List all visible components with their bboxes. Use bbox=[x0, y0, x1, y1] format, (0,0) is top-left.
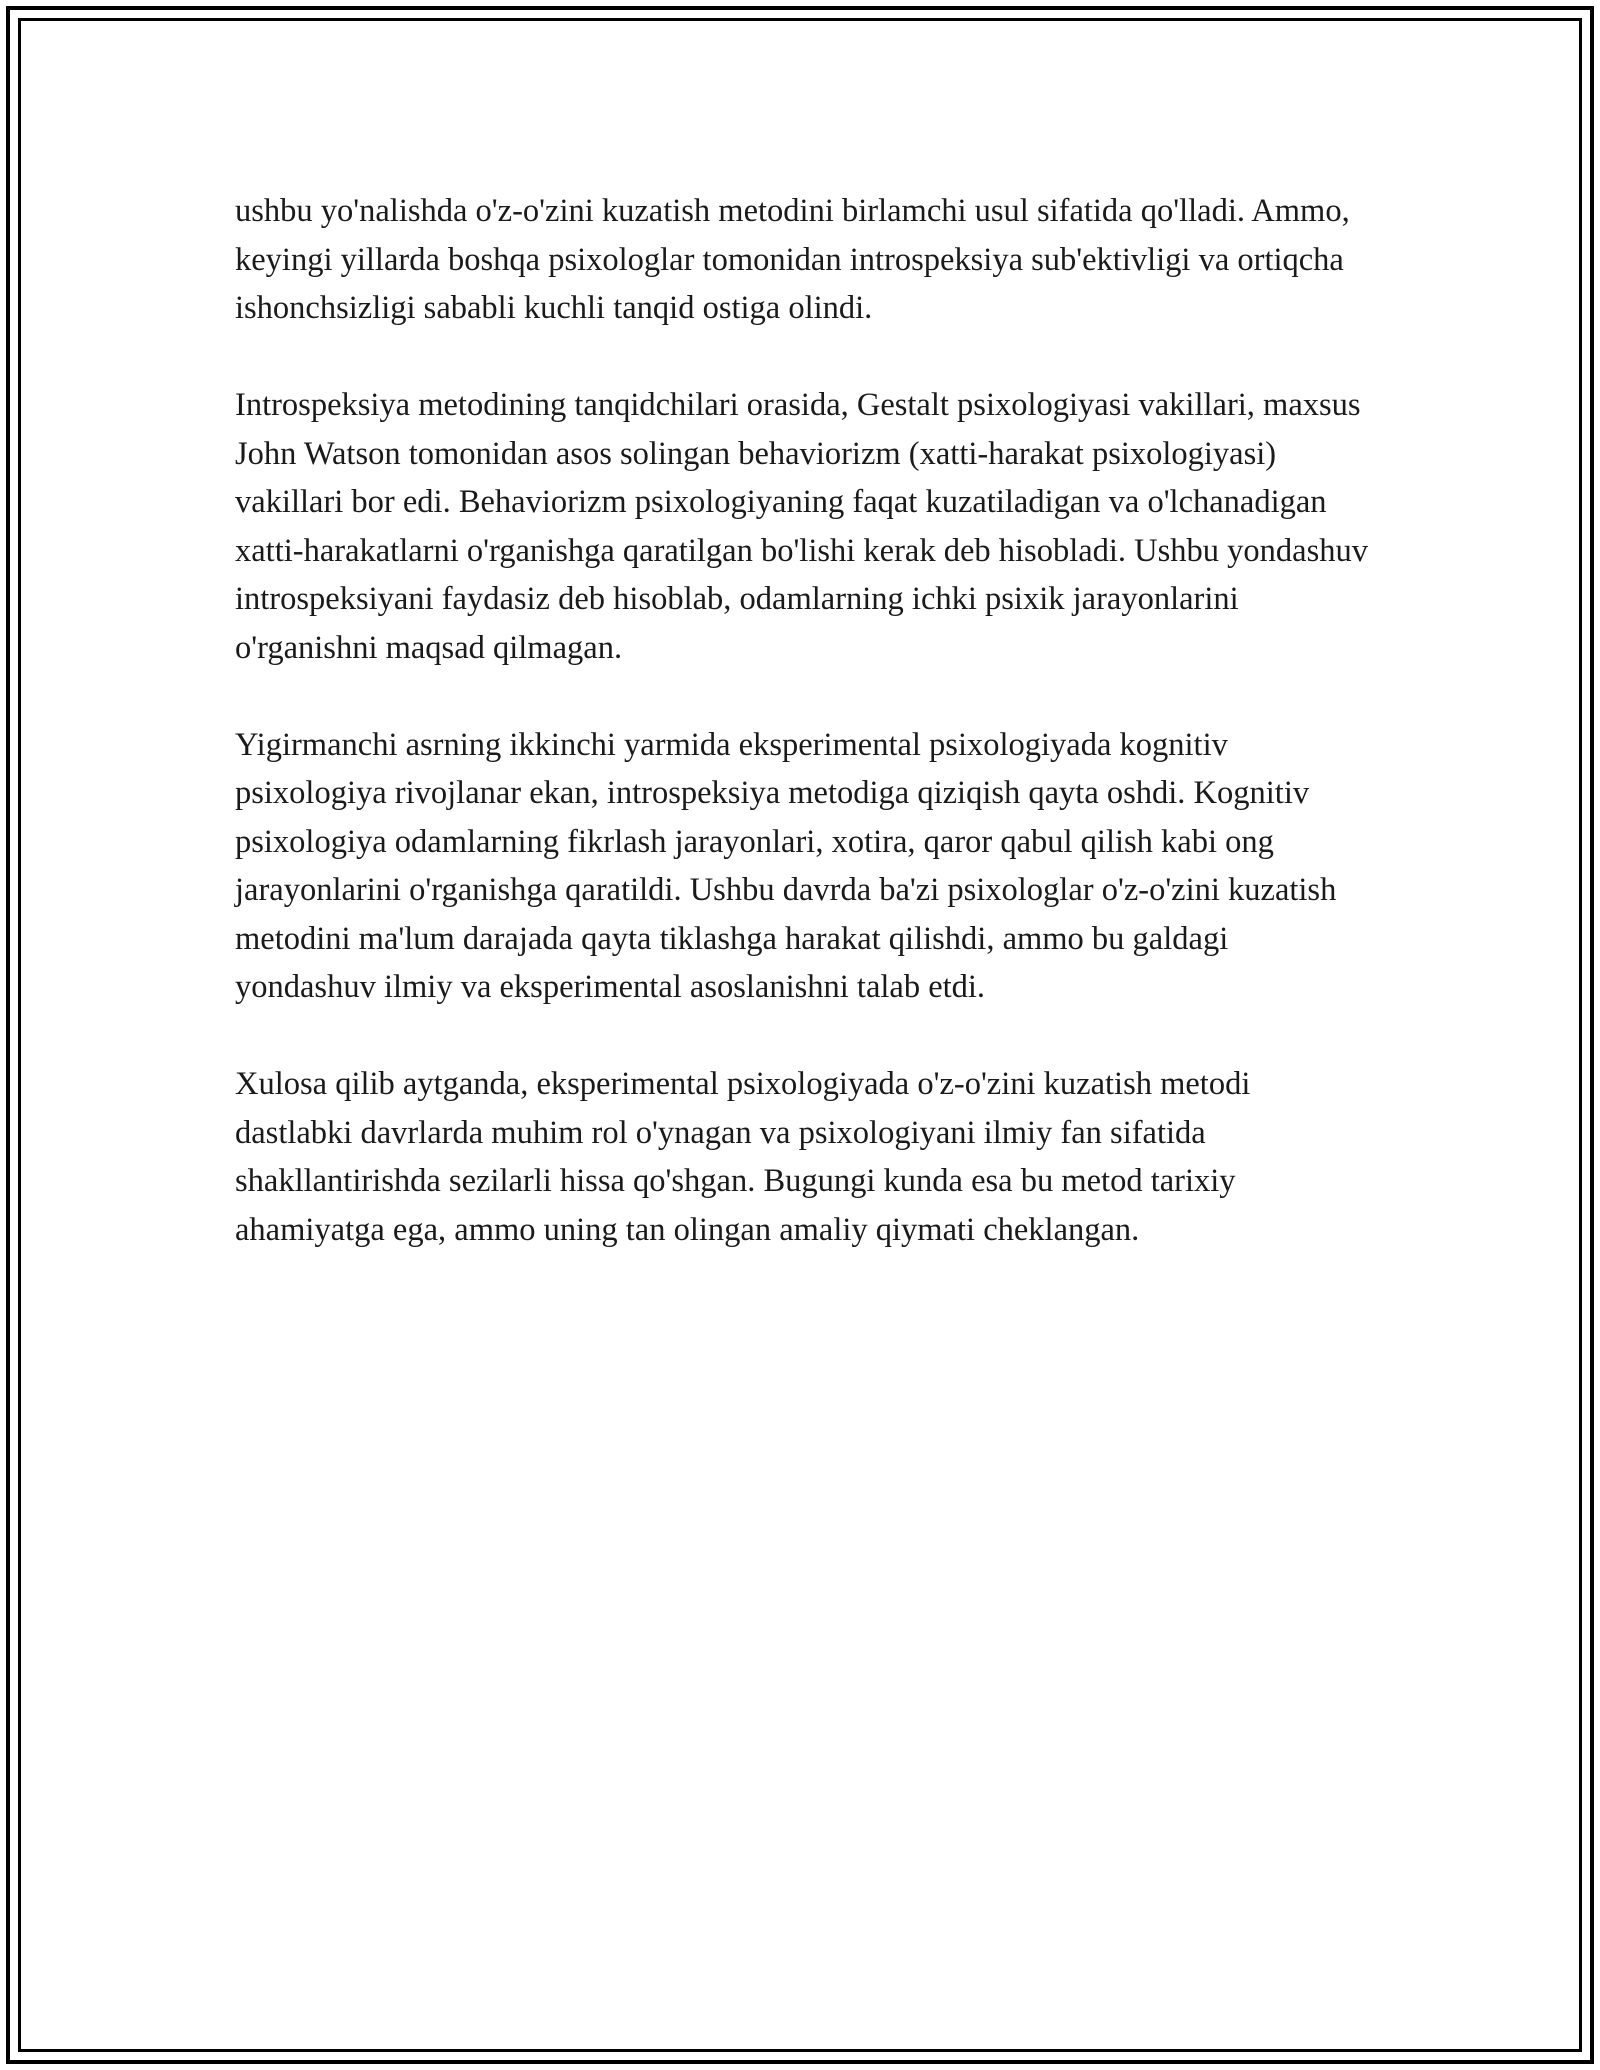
paragraph-2: Introspeksiya metodining tanqidchilari orasida, Gestalt psixologiyasi vakillari, maxsus John Watson tomonidan asos solingan behaviorizm (xatti-harakat psixologiyasi) vakillari bor edi. Behaviorizm psixologiyaning faqat kuzatiladigan va o'lchanadigan xatti-harakatlarni o'rganishga qaratilgan bo'lishi kerak deb hisobladi. Ushbu yondashuv introspeksiyani faydasiz deb hisoblab, odamlarning ichki psixik jarayonlarini o'rganishni maqsad qilmagan. bbox=[235, 387, 1368, 666]
document-body bbox=[235, 187, 1375, 1303]
paragraph-1: ushbu yo'nalishda o'z-o'zini kuzatish metodini birlamchi usul sifatida qo'lladi. Ammo, keyingi yillarda boshqa psixologlar tomonidan introspeksiya sub'ektivligi va ortiqcha ishonchsizligi sababli kuchli tanqid ostiga olindi. bbox=[235, 193, 1350, 326]
paragraph-3: Yigirmanchi asrning ikkinchi yarmida eksperimental psixologiyada kognitiv psixologiya rivojlanar ekan, introspeksiya metodiga qiziqish qayta oshdi. Kognitiv psixologiya odamlarning fikrlash jarayonlari, xotira, qaror qabul qilish kabi ong jarayonlarini o'rganishga qaratildi. Ushbu davrda ba'zi psixologlar o'z-o'zini kuzatish metodini ma'lum darajada qayta tiklashga harakat qilishdi, ammo bu galdagi yondashuv ilmiy va eksperimental asoslanishni talab etdi. bbox=[235, 726, 1337, 1005]
paragraph-4: Xulosa qilib aytganda, eksperimental psixologiyada o'z-o'zini kuzatish metodi dastlabki davrlarda muhim rol o'ynagan va psixologiyani ilmiy fan sifatida shakllantirishda sezilarli hissa qo'shgan. Bugungi kunda esa bu metod tarixiy ahamiyatga ega, ammo uning tan olingan amaliy qiymati cheklangan. bbox=[235, 1066, 1251, 1248]
